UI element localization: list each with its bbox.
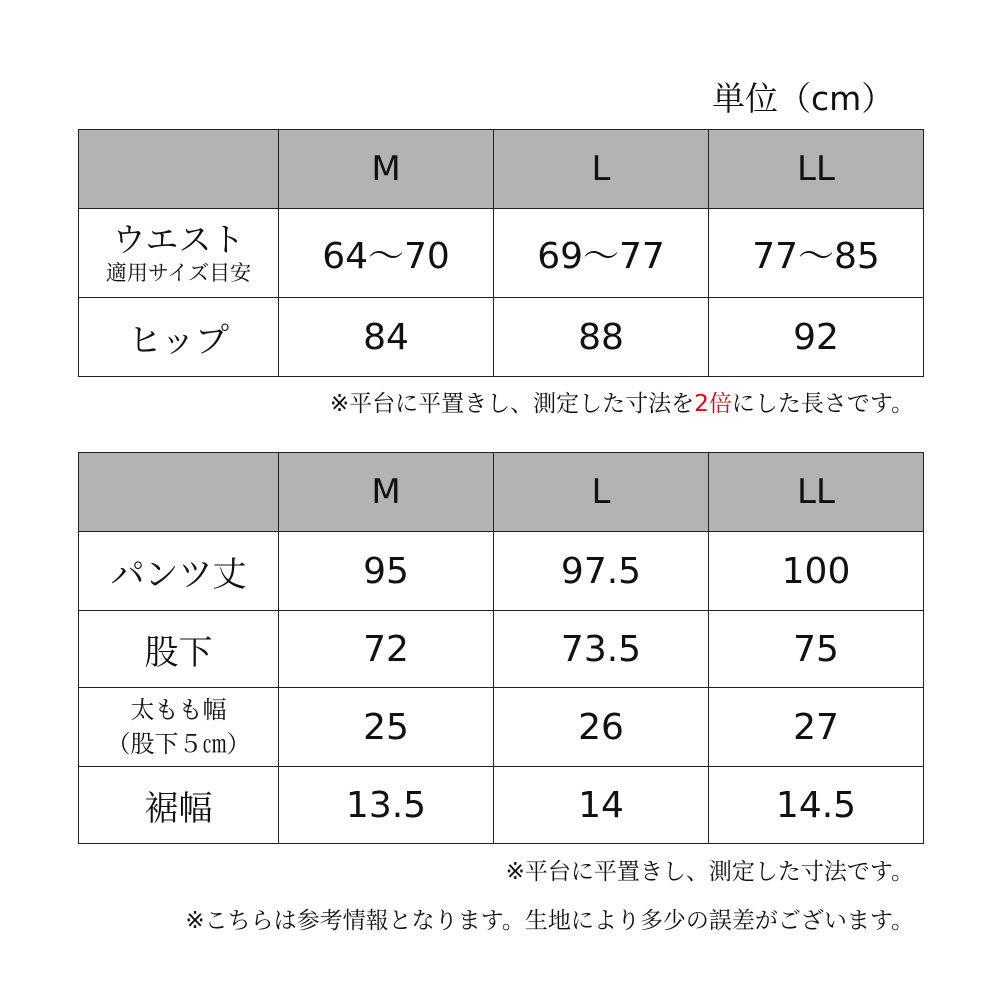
header-size-l: L xyxy=(494,453,709,532)
header-empty-cell xyxy=(79,130,279,209)
inseam-value-m: 72 xyxy=(279,611,494,688)
row-label-hem-width: 裾幅 xyxy=(79,767,279,844)
table1-note-after: にした長さです。 xyxy=(731,391,914,417)
header-size-ll: LL xyxy=(709,130,924,209)
thigh-width-label: 太もも幅 xyxy=(130,696,227,724)
hip-value-l: 88 xyxy=(494,298,709,377)
row-label-waist xyxy=(79,209,279,298)
pants-length-value-m: 95 xyxy=(279,532,494,611)
row-label-thigh-width xyxy=(79,688,279,767)
pants-length-value-l: 97.5 xyxy=(494,532,709,611)
inseam-value-ll: 75 xyxy=(709,611,924,688)
table-row-waist xyxy=(79,209,924,298)
hem-width-value-m: 13.5 xyxy=(279,767,494,844)
table-row-inseam xyxy=(79,611,924,688)
header-size-m: M xyxy=(279,453,494,532)
unit-label: 単位（cm） xyxy=(712,79,895,118)
hip-value-ll: 92 xyxy=(709,298,924,377)
thigh-width-value-l: 26 xyxy=(494,688,709,767)
waist-value-m: 64～70 xyxy=(279,209,494,298)
table-row-thigh-width xyxy=(79,688,924,767)
table-header-row xyxy=(79,130,924,209)
table-row-hem-width xyxy=(79,767,924,844)
waist-sublabel: 適用サイズ目安 xyxy=(105,261,252,285)
header-size-ll: LL xyxy=(709,453,924,532)
header-empty-cell xyxy=(79,453,279,532)
pants-length-value-ll: 100 xyxy=(709,532,924,611)
hem-width-value-ll: 14.5 xyxy=(709,767,924,844)
waist-hip-size-table xyxy=(78,129,924,377)
table-row-hip xyxy=(79,298,924,377)
footer-note: ※こちらは参考情報となります。生地により多少の誤差がございます。 xyxy=(185,908,914,934)
row-label-pants-length: パンツ丈 xyxy=(79,532,279,611)
waist-label: ウエスト xyxy=(112,220,245,259)
waist-value-ll: 77～85 xyxy=(709,209,924,298)
length-size-table xyxy=(78,452,924,844)
table1-note xyxy=(330,389,914,419)
header-size-m: M xyxy=(279,130,494,209)
waist-value-l: 69～77 xyxy=(494,209,709,298)
header-size-l: L xyxy=(494,130,709,209)
inseam-value-l: 73.5 xyxy=(494,611,709,688)
hem-width-value-l: 14 xyxy=(494,767,709,844)
table-row-pants-length xyxy=(79,532,924,611)
row-label-inseam: 股下 xyxy=(79,611,279,688)
thigh-width-value-m: 25 xyxy=(279,688,494,767)
row-label-hip: ヒップ xyxy=(79,298,279,377)
thigh-width-value-ll: 27 xyxy=(709,688,924,767)
hip-value-m: 84 xyxy=(279,298,494,377)
table1-note-before: ※平台に平置きし、測定した寸法を xyxy=(329,391,695,417)
thigh-width-sublabel: （股下５㎝） xyxy=(106,730,251,758)
table-header-row xyxy=(79,453,924,532)
table1-note-highlight: 2倍 xyxy=(694,391,732,417)
table2-note: ※平台に平置きし、測定した寸法です。 xyxy=(505,859,914,885)
